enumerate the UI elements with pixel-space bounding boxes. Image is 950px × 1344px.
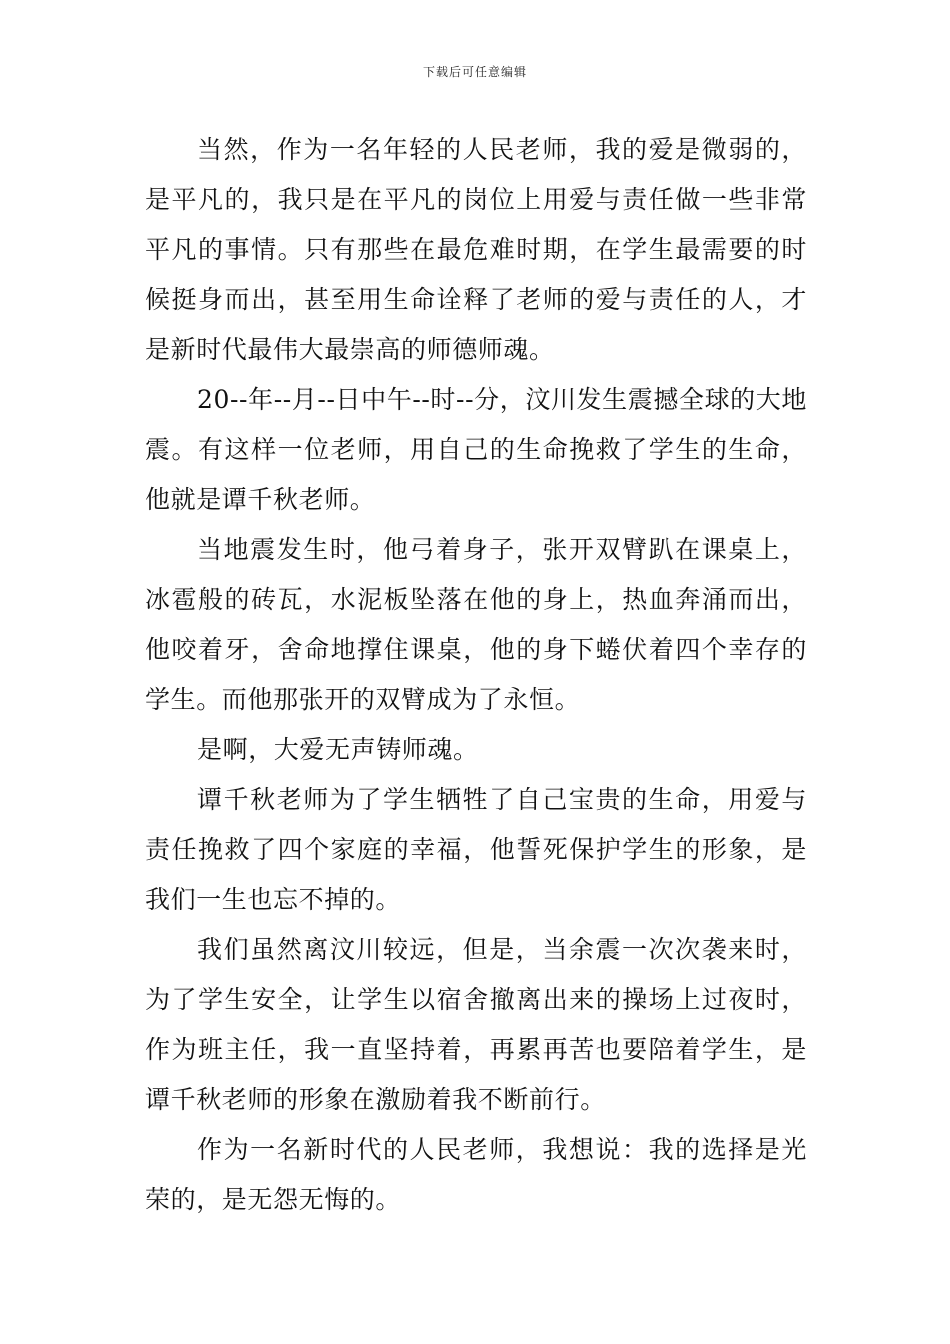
paragraph: 当然，作为一名年轻的人民老师，我的爱是微弱的，是平凡的，我只是在平凡的岗位上用爱与责任做一些非常平凡的事情。只有那些在最危难时期，在学生最需要的时候挺身而出，甚至用生命诠释了老师的爱与责任的人，才是新时代最伟大最崇高的师德师魂。: [145, 135, 807, 364]
paragraph: 谭千秋老师为了学生牺牲了自己宝贵的生命，用爱与责任挽救了四个家庭的幸福，他誓死保护学生的形象，是我们一生也忘不掉的。: [145, 785, 807, 914]
paragraph: 是啊，大爱无声铸师魂。: [197, 735, 479, 764]
paragraph: 我们虽然离汶川较远，但是，当余震一次次袭来时，为了学生安全，让学生以宿舍撤离出来的操场上过夜时，作为班主任，我一直坚持着，再累再苦也要陪着学生，是谭千秋老师的形象在激励着我不断前行。: [145, 935, 807, 1114]
paragraph: 作为一名新时代的人民老师，我想说：我的选择是光荣的，是无怨无悔的。: [145, 1135, 807, 1214]
header-note: 下载后可任意编辑: [422, 65, 527, 79]
paragraph: 20--年--月--日中午--时--分，汶川发生震撼全球的大地震。有这样一位老师，用自己的生命挽救了学生的生命，他就是谭千秋老师。: [145, 385, 807, 514]
paragraph: 当地震发生时，他弓着身子，张开双臂趴在课桌上，冰雹般的砖瓦，水泥板坠落在他的身上，热血奔涌而出，他咬着牙，舍命地撑住课桌，他的身下蜷伏着四个幸存的学生。而他那张开的双臂成为了永恒。: [145, 535, 807, 714]
body-text: [145, 125, 807, 1225]
